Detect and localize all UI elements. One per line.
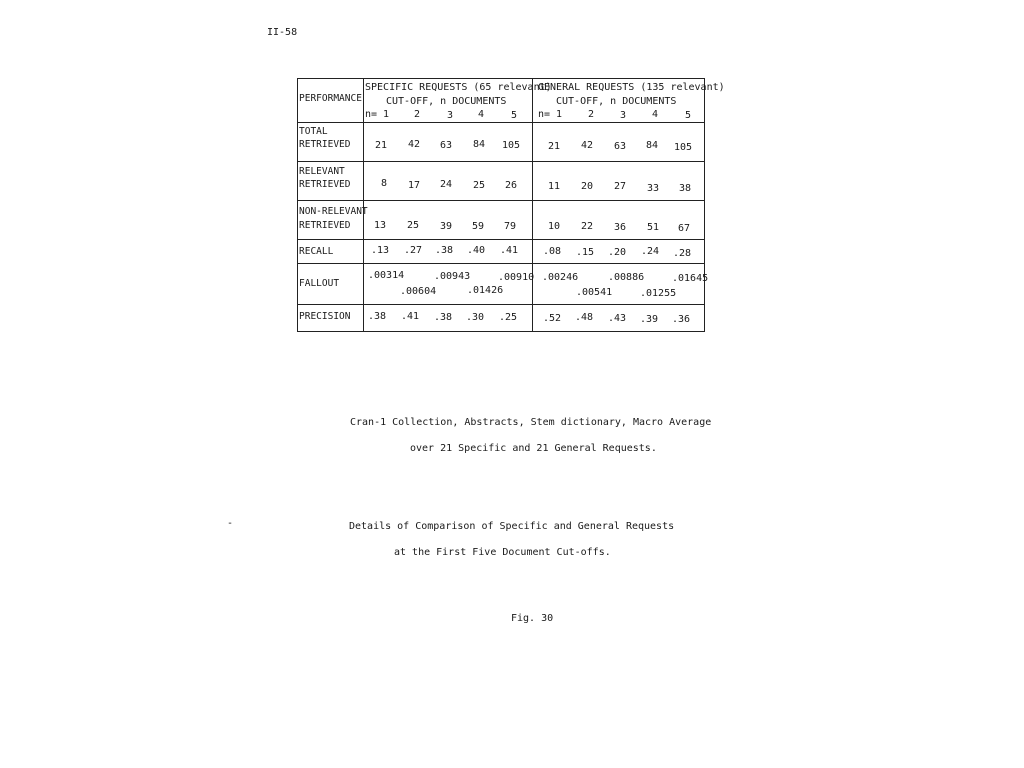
table-cell: 39 — [440, 221, 453, 232]
table-cell: 42 — [408, 139, 421, 150]
table-cell: .43 — [608, 313, 627, 324]
table-cell: 10 — [548, 221, 561, 232]
table-cell: 17 — [408, 180, 421, 191]
table-cell: .15 — [576, 247, 595, 258]
table-cell: 51 — [647, 222, 660, 233]
table-cell: 38 — [679, 183, 692, 194]
table-cell: .30 — [466, 312, 485, 323]
table-cell: 33 — [647, 183, 660, 194]
specific-n-label: 5 — [511, 110, 518, 121]
table-cell: 84 — [646, 140, 659, 151]
table-cell: .38 — [368, 311, 387, 322]
table-cell: .01426 — [467, 285, 504, 296]
table-cell: .27 — [404, 245, 423, 256]
table-cell: .20 — [608, 247, 627, 258]
table-cell: .13 — [371, 245, 390, 256]
table-cell: .01255 — [640, 288, 677, 299]
table-divider — [298, 161, 704, 162]
table-cell: 42 — [581, 140, 594, 151]
table-cell: 11 — [548, 181, 561, 192]
general-header-cutoff: CUT-OFF, n DOCUMENTS — [556, 96, 677, 107]
table-cell: 36 — [614, 222, 627, 233]
row-label: RETRIEVED — [299, 179, 351, 190]
performance-header: PERFORMANCE — [299, 93, 362, 104]
margin-mark: - — [227, 518, 234, 529]
table-divider — [298, 122, 704, 123]
table-cell: 21 — [375, 140, 388, 151]
table-cell: .38 — [434, 312, 453, 323]
table-cell: 105 — [502, 140, 521, 151]
table-cell: .00541 — [576, 287, 613, 298]
general-header-title: GENERAL REQUESTS (135 relevant) — [538, 82, 725, 93]
page-number: II-58 — [267, 27, 298, 38]
row-label: PRECISION — [299, 311, 351, 322]
table-cell: .38 — [435, 245, 454, 256]
specific-n-label: 2 — [414, 109, 421, 120]
row-label: FALLOUT — [299, 278, 340, 289]
figure-label: Fig. 30 — [511, 613, 554, 624]
table-cell: 79 — [504, 221, 517, 232]
table-divider — [298, 304, 704, 305]
table-cell: .24 — [641, 246, 660, 257]
table-divider — [532, 79, 533, 331]
table-divider — [298, 263, 704, 264]
table-cell: .40 — [467, 245, 486, 256]
table-cell: 105 — [674, 142, 693, 153]
table-divider — [298, 239, 704, 240]
table-cell: .00886 — [608, 272, 645, 283]
table-cell: .48 — [575, 312, 594, 323]
table-cell: .41 — [401, 311, 420, 322]
figure-title-line: Details of Comparison of Specific and General Requests — [349, 521, 675, 532]
table-cell: .28 — [673, 248, 692, 259]
specific-n-label: 4 — [478, 109, 485, 120]
table-cell: 59 — [472, 221, 485, 232]
general-n-label: 3 — [620, 110, 627, 121]
table-cell: .00314 — [368, 270, 405, 281]
table-cell: .25 — [499, 312, 518, 323]
specific-n-label: 3 — [447, 110, 454, 121]
general-n-label: 2 — [588, 109, 595, 120]
table-cell: 13 — [374, 220, 387, 231]
table-cell: .39 — [640, 314, 659, 325]
table-cell: 67 — [678, 223, 691, 234]
table-cell: .08 — [543, 246, 562, 257]
table-cell: 25 — [473, 180, 486, 191]
table-cell: .01645 — [672, 273, 709, 284]
row-label: NON-RELEVANT — [299, 206, 368, 217]
row-label: RECALL — [299, 246, 334, 257]
table-cell: 8 — [381, 178, 388, 189]
general-n-label: 5 — [685, 110, 692, 121]
table-cell: 22 — [581, 221, 594, 232]
table-cell: .52 — [543, 313, 562, 324]
table-cell: 26 — [505, 180, 518, 191]
table-cell: 84 — [473, 139, 486, 150]
table-divider — [298, 200, 704, 201]
table-caption-line: over 21 Specific and 21 General Requests. — [410, 443, 657, 454]
table-cell: .00910 — [498, 272, 535, 283]
general-n-label: 4 — [652, 109, 659, 120]
row-label: TOTAL — [299, 126, 328, 137]
table-cell: .36 — [672, 314, 691, 325]
table-cell: 25 — [407, 220, 420, 231]
results-table — [297, 78, 725, 332]
table-caption-line: Cran-1 Collection, Abstracts, Stem dictionary, Macro Average — [350, 417, 712, 428]
table-cell: 63 — [614, 141, 627, 152]
table-cell: 27 — [614, 181, 627, 192]
general-n-label: n= 1 — [538, 109, 563, 120]
specific-n-label: n= 1 — [365, 109, 390, 120]
row-label: RELEVANT — [299, 166, 345, 177]
table-cell: 20 — [581, 181, 594, 192]
table-cell: 24 — [440, 179, 453, 190]
table-cell: 63 — [440, 140, 453, 151]
row-label: RETRIEVED — [299, 139, 351, 150]
specific-header-title: SPECIFIC REQUESTS (65 relevant) — [365, 82, 552, 93]
row-label: RETRIEVED — [299, 220, 351, 231]
figure-title-line: at the First Five Document Cut-offs. — [394, 547, 611, 558]
specific-header-cutoff: CUT-OFF, n DOCUMENTS — [386, 96, 507, 107]
table-cell: 21 — [548, 141, 561, 152]
table-cell: .41 — [500, 245, 519, 256]
table-cell: .00943 — [434, 271, 471, 282]
table-cell: .00604 — [400, 286, 437, 297]
table-cell: .00246 — [542, 272, 579, 283]
